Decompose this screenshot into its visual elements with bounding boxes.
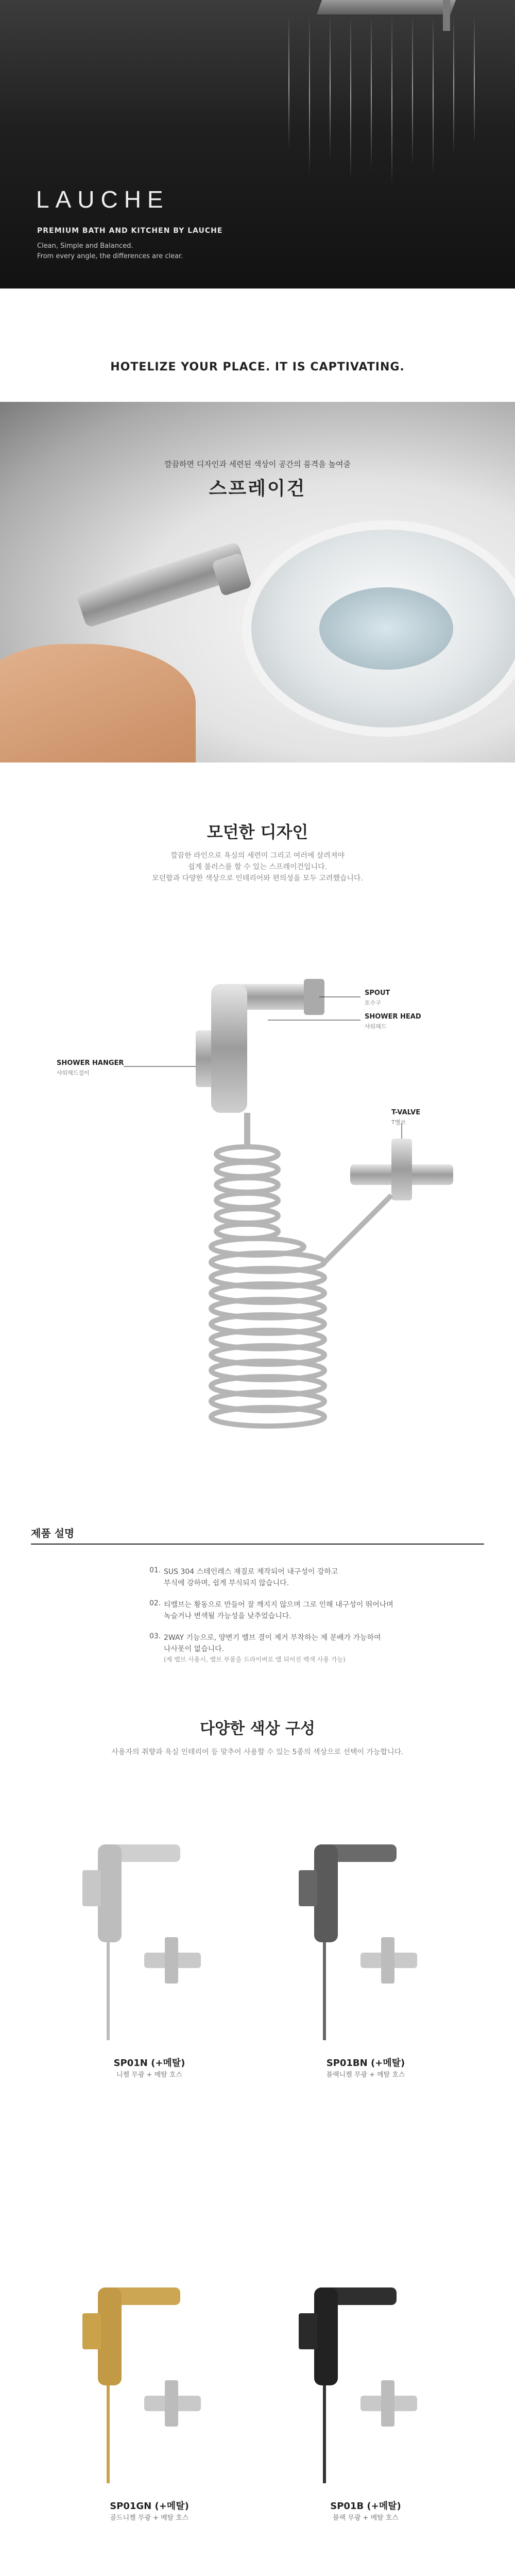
color-name: SP01B (+메탈)	[330, 2501, 401, 2512]
hand	[0, 644, 196, 762]
design-desc-3: 모던함과 다양한 색상으로 인테리어와 편의성을 모두 고려했습니다.	[152, 874, 363, 883]
color-cell-sp01n-metal	[41, 1824, 258, 2102]
spec-line-2b: 녹슬거나 변색될 가능성을 낮추었습니다.	[164, 1612, 291, 1620]
spec-note: (제 밸브 사용시, 밸브 부품을 드라이버로 밸 되어진 백색 사용 가능)	[164, 1656, 346, 1663]
toilet-water	[319, 587, 453, 670]
label-t-valve: T-VALVE	[391, 1109, 421, 1116]
t-valve-stem	[391, 1139, 412, 1200]
color-desc: 니켈 무광 + 메탈 호스	[116, 2071, 182, 2079]
label-shower-head-sub: 샤워헤드	[365, 1023, 387, 1030]
label-shower-head: SHOWER HEAD	[365, 1013, 421, 1021]
brand-tagline-1: Clean, Simple and Balanced.	[37, 242, 133, 250]
product-diagram	[0, 917, 515, 1473]
color-cell-sp01gn-metal	[41, 2267, 258, 2545]
color-sp01gn-metal-image	[41, 2267, 258, 2494]
color-name: SP01GN (+메탈)	[110, 2501, 189, 2512]
shower-arm	[443, 0, 450, 31]
brand-logo: LAUCHE	[36, 186, 169, 213]
spec-divider	[31, 1544, 484, 1545]
color-sp01b-metal-image	[258, 2267, 474, 2494]
brand-subtitle: PREMIUM BATH AND KITCHEN BY LAUCHE	[37, 227, 223, 235]
spec-line-1b: 부식에 강하며, 쉽게 부식되지 않습니다.	[164, 1579, 289, 1587]
color-cell-sp01bn-metal	[258, 1824, 474, 2102]
spec-line-3b: 나사못이 없습니다.	[164, 1645, 225, 1653]
design-title: 모던한 디자인	[207, 822, 308, 842]
sprayer-handle	[211, 984, 247, 1113]
color-name: SP01N (+메탈)	[113, 2058, 185, 2069]
label-shower-hanger-sub: 샤워헤드걸이	[57, 1070, 90, 1076]
coiled-hose	[211, 1147, 324, 1426]
brand-tagline-2: From every angle, the differences are clear.	[37, 252, 183, 260]
slogan: HOTELIZE YOUR PLACE. IT IS CAPTIVATING.	[110, 361, 405, 374]
label-t-valve-sub: T밸브	[391, 1119, 406, 1126]
rain-shower-head	[317, 0, 456, 14]
photo-subtitle: 깔끔하면 디자인과 세련된 색상이 공간의 품격을 높여줄	[164, 460, 351, 469]
spec-num-2: 02.	[149, 1599, 161, 1607]
color-sp01n-metal-image	[41, 1824, 258, 2050]
color-desc: 블랙 무광 + 메탈 호스	[333, 2514, 399, 2522]
label-spout: SPOUT	[365, 989, 390, 997]
colors-desc: 사용자의 취향과 욕실 인테리어 등 맞추어 사용할 수 있는 5종의 색상으로 선택이 가능합니다.	[111, 1748, 404, 1756]
spec-line-2a: 티밸브는 황동으로 만들어 잘 깨지지 않으며 그로 인해 내구성이 뛰어나며	[164, 1601, 393, 1609]
color-desc: 블랙니켈 무광 + 메탈 호스	[326, 2071, 405, 2079]
spec-title: 제품 설명	[31, 1527, 75, 1539]
label-spout-sub: 토수구	[365, 999, 381, 1006]
hero-banner	[0, 0, 515, 289]
color-sp01bn-metal-image	[258, 1824, 474, 2050]
color-name: SP01BN (+메탈)	[326, 2058, 405, 2069]
photo-title: 스프레이건	[209, 478, 306, 499]
spec-num-1: 01.	[149, 1566, 161, 1574]
color-cell-sp01b-metal	[258, 2267, 474, 2545]
design-desc-2: 쉽게 불러스를 할 수 있는 스프레이건입니다.	[187, 863, 328, 871]
label-shower-hanger: SHOWER HANGER	[57, 1059, 124, 1067]
spec-line-1a: SUS 304 스테인레스 재질로 제작되어 내구성이 강하고	[164, 1568, 338, 1576]
colors-title: 다양한 색상 구성	[200, 1720, 315, 1738]
color-desc: 골드니켈 무광 + 메탈 호스	[110, 2514, 189, 2522]
diagram-svg	[0, 917, 515, 1473]
product-photo	[0, 402, 515, 762]
spec-num-3: 03.	[149, 1632, 161, 1640]
spec-line-3a: 2WAY 기능으로, 양변기 밸브 결이 제거 부착하는 제 분배가 가능하여	[164, 1634, 381, 1642]
design-desc-1: 깔끔한 라인으로 욕실의 세련미 그리고 여러에 살려져야	[170, 852, 345, 860]
